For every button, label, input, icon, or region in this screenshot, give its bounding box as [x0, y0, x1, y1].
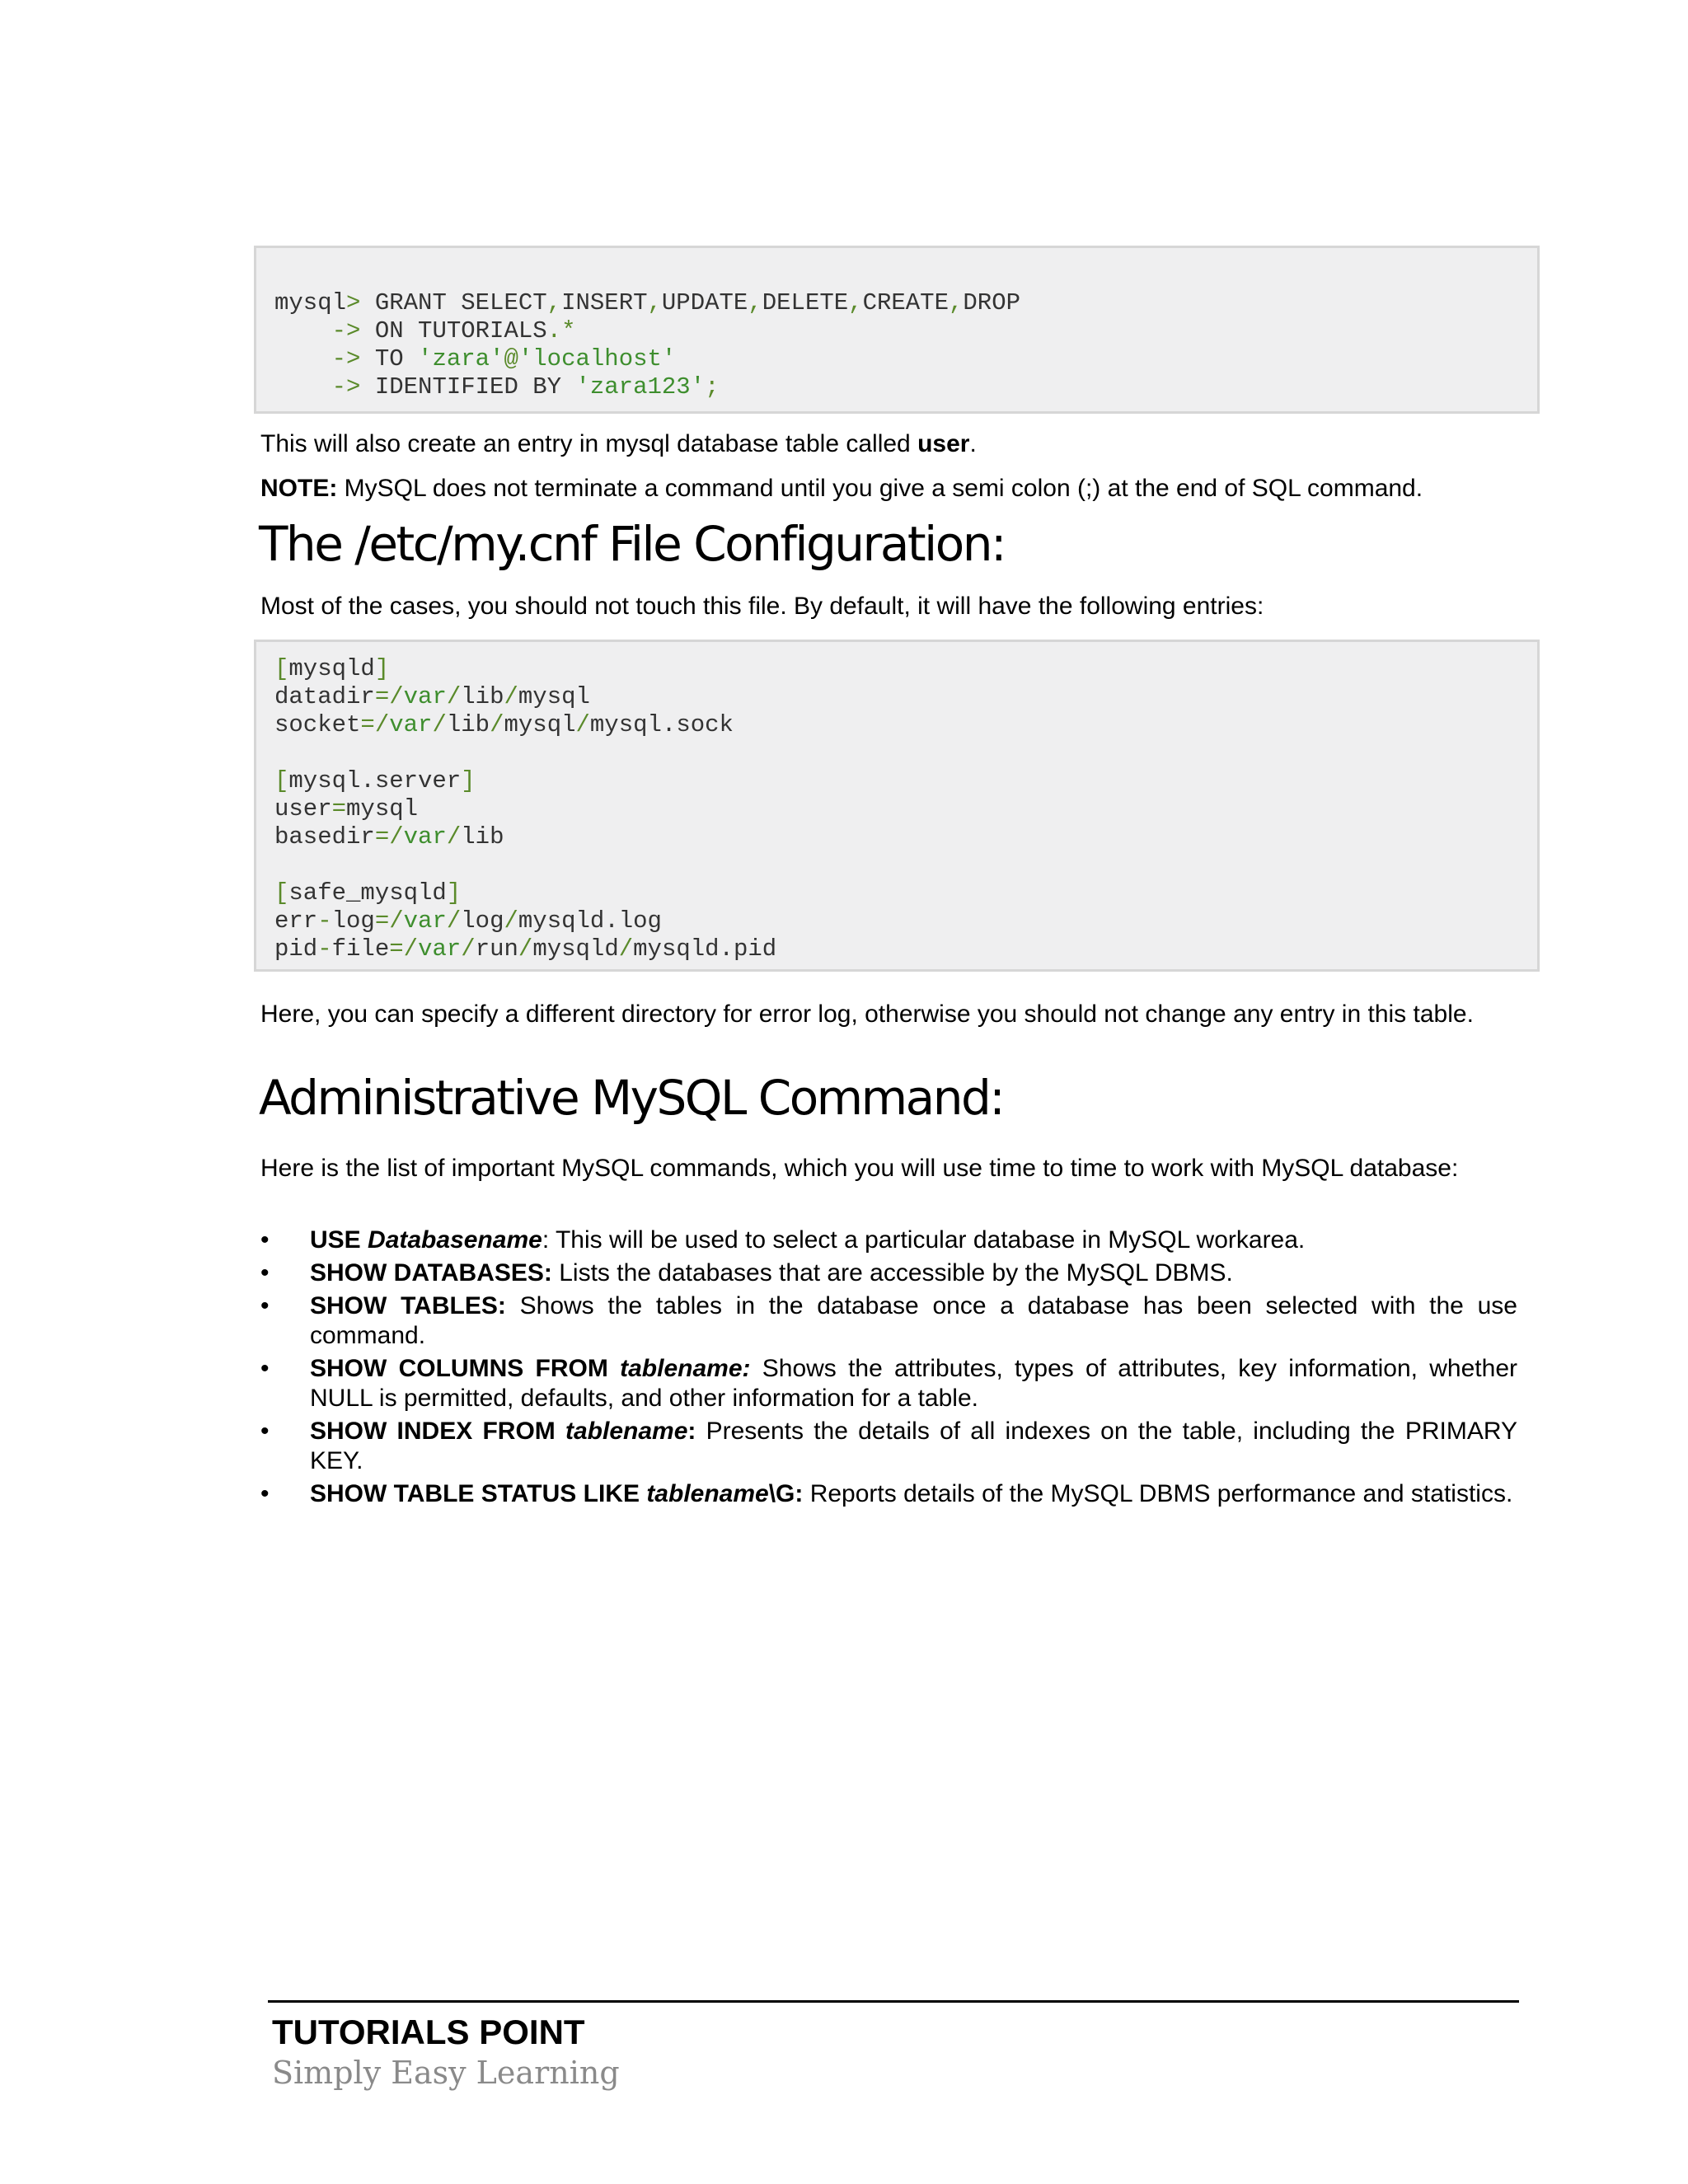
code-token: ] — [374, 655, 390, 682]
paragraph-cnf-intro: Most of the cases, you should not touch this file. By default, it will have the following entries: — [260, 593, 1264, 620]
code-token: DROP — [963, 289, 1021, 316]
code-token: , — [647, 289, 662, 316]
code-token: = — [331, 795, 347, 823]
code-token: .* — [546, 317, 576, 344]
grant-code-line — [274, 289, 1537, 317]
command-argument: tablename: — [620, 1355, 751, 1382]
command-name: SHOW TABLES: — [310, 1292, 506, 1319]
cnf-code-line — [274, 879, 1537, 907]
cnf-code-line — [274, 655, 1537, 683]
command-name: SHOW TABLE STATUS LIKE — [310, 1480, 647, 1507]
cnf-code-line — [274, 739, 1537, 767]
code-token: mysql — [518, 683, 590, 710]
paragraph-user-after: . — [969, 430, 977, 457]
code-token: mysql — [504, 711, 576, 738]
note-label: NOTE: — [260, 475, 338, 502]
command-suffix: \G: — [768, 1480, 804, 1507]
code-token: user — [274, 795, 332, 823]
code-token: =/ — [374, 907, 404, 935]
code-token: / — [618, 935, 634, 963]
command-argument: tablename — [565, 1418, 688, 1445]
bullet-dot: • — [260, 1226, 270, 1254]
bullet-dot: • — [260, 1259, 270, 1286]
code-token: IDENTIFIED BY — [374, 373, 576, 401]
paragraph-user-bold: user — [917, 430, 970, 457]
code-token: mysqld — [288, 655, 375, 682]
code-token: UPDATE — [661, 289, 748, 316]
bullet-dot: • — [260, 1418, 270, 1445]
code-token: run — [475, 935, 518, 963]
code-token: / — [518, 935, 533, 963]
grant-code-line — [274, 317, 1537, 345]
code-token: / — [446, 683, 462, 710]
command-name: SHOW INDEX FROM — [310, 1418, 565, 1445]
code-token: DELETE — [762, 289, 849, 316]
code-block-grant — [254, 246, 1540, 414]
bullet-dot: • — [260, 1355, 270, 1382]
code-token: 'zara123' — [575, 373, 706, 401]
cnf-code-line — [274, 823, 1537, 851]
code-token: / — [504, 907, 518, 935]
code-token: INSERT — [561, 289, 648, 316]
code-token: [ — [274, 655, 289, 682]
code-token: , — [848, 289, 863, 316]
code-token: log — [331, 907, 375, 935]
command-argument: tablename — [646, 1480, 769, 1507]
code-token: lib — [446, 711, 490, 738]
command-description: Reports details of the MySQL DBMS performance and statistics. — [803, 1480, 1513, 1507]
command-name: SHOW COLUMNS FROM — [310, 1355, 621, 1382]
grant-code-line — [274, 373, 1537, 401]
cnf-code-line — [274, 711, 1537, 739]
code-token: err — [274, 907, 318, 935]
code-token: basedir — [274, 823, 375, 851]
command-description: Shows the attributes, types of attributes, key information, whether NULL is permitted, defaults, and other information for a table. — [310, 1355, 1517, 1412]
code-token: log — [461, 907, 504, 935]
code-token: var — [418, 935, 462, 963]
code-token: mysql.sock — [589, 711, 734, 738]
code-token: ] — [461, 767, 476, 794]
heading-cnf-configuration: The /etc/my.cnf File Configuration: — [259, 516, 1006, 572]
code-token: -> — [274, 317, 375, 344]
command-description: Shows the tables in the database once a database has been selected with the use command. — [310, 1292, 1517, 1349]
code-token: , — [748, 289, 762, 316]
code-token: var — [403, 823, 447, 851]
code-token: [ — [274, 767, 289, 794]
footer-title: TUTORIALS POINT — [272, 2013, 585, 2051]
paragraph-user-entry — [260, 429, 977, 459]
code-token: @ — [504, 345, 518, 373]
command-description: Lists the databases that are accessible by the MySQL DBMS. — [551, 1259, 1233, 1286]
code-token: mysql.server — [288, 767, 462, 794]
cnf-code-line — [274, 907, 1537, 935]
code-token: - — [317, 935, 332, 963]
code-block-cnf — [254, 640, 1540, 972]
code-token: mysqld — [532, 935, 619, 963]
code-token: , — [546, 289, 562, 316]
cnf-code-line — [274, 935, 1537, 963]
code-token: -> — [274, 345, 375, 373]
cnf-code-line — [274, 851, 1537, 879]
code-token: / — [432, 711, 447, 738]
code-token: mysqld.pid — [633, 935, 777, 963]
code-token: , — [948, 289, 964, 316]
code-token: mysql — [346, 795, 419, 823]
bullet-dot: • — [260, 1480, 270, 1507]
code-token: mysql — [274, 289, 347, 316]
note-paragraph — [260, 474, 1423, 504]
command-bullet-list — [260, 1226, 1517, 1512]
code-token: mysqld.log — [518, 907, 662, 935]
code-token: 'zara' — [418, 345, 504, 373]
list-item — [260, 1354, 1517, 1413]
code-token: pid — [274, 935, 318, 963]
code-token: ; — [705, 373, 720, 401]
code-token: / — [490, 711, 504, 738]
list-item — [260, 1226, 1517, 1255]
command-suffix: : — [687, 1418, 696, 1445]
code-token: =/ — [374, 683, 404, 710]
code-token: var — [403, 907, 447, 935]
code-token: -> — [274, 373, 375, 401]
bullet-dot: • — [260, 1292, 270, 1319]
list-item — [260, 1479, 1517, 1509]
code-token: var — [389, 711, 433, 738]
code-token: 'localhost' — [518, 345, 677, 373]
list-item — [260, 1291, 1517, 1351]
code-token: [ — [274, 879, 289, 907]
code-token: / — [446, 907, 462, 935]
code-token: / — [575, 711, 590, 738]
code-token: ON TUTORIALS — [374, 317, 547, 344]
cnf-code-line — [274, 795, 1537, 823]
code-token: =/ — [360, 711, 390, 738]
code-token: - — [317, 907, 332, 935]
grant-code-line — [274, 345, 1537, 373]
paragraph-error-log: Here, you can specify a different directory for error log, otherwise you should not change any entry in this table. — [260, 1001, 1474, 1028]
cnf-code-line — [274, 767, 1537, 795]
code-token: > — [346, 289, 375, 316]
code-token: socket — [274, 711, 361, 738]
note-text: MySQL does not terminate a command until you give a semi colon (;) at the end of SQL command. — [337, 475, 1423, 502]
list-item — [260, 1417, 1517, 1476]
code-token: =/ — [389, 935, 419, 963]
list-item — [260, 1258, 1517, 1288]
cnf-code-line — [274, 683, 1537, 711]
code-token: lib — [461, 683, 504, 710]
code-token: TO — [374, 345, 419, 373]
code-token: =/ — [374, 823, 404, 851]
paragraph-list-intro: Here is the list of important MySQL commands, which you will use time to time to work with MySQL database: — [260, 1155, 1459, 1182]
command-name: SHOW DATABASES: — [310, 1259, 552, 1286]
code-token: file — [331, 935, 390, 963]
code-token: GRANT SELECT — [374, 289, 547, 316]
footer-divider — [268, 2000, 1519, 2003]
command-name: USE — [310, 1226, 368, 1254]
heading-administrative-commands: Administrative MySQL Command: — [259, 1070, 1004, 1126]
code-token: safe_mysqld — [288, 879, 447, 907]
footer-subtitle: Simply Easy Learning — [272, 2055, 620, 2091]
code-token: var — [403, 683, 447, 710]
code-token: / — [446, 823, 462, 851]
paragraph-user-before: This will also create an entry in mysql database table called — [260, 430, 918, 457]
code-token: / — [504, 683, 518, 710]
code-token: datadir — [274, 683, 375, 710]
command-description: Presents the details of all indexes on the table, including the PRIMARY KEY. — [310, 1418, 1517, 1474]
code-token: / — [461, 935, 476, 963]
command-description: : This will be used to select a particular database in MySQL workarea. — [542, 1226, 1306, 1254]
code-token: ] — [446, 879, 462, 907]
code-token: lib — [461, 823, 504, 851]
command-argument: Databasename — [368, 1226, 542, 1254]
code-token: CREATE — [862, 289, 949, 316]
